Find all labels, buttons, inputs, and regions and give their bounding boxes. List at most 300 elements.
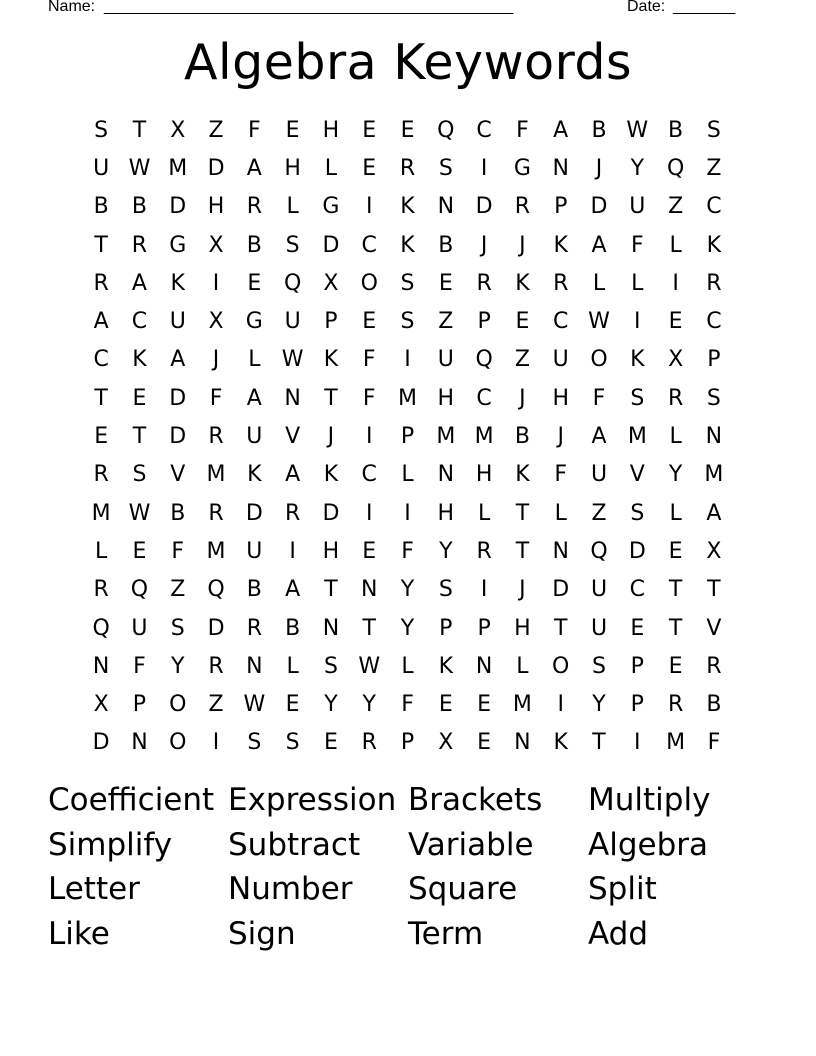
grid-letter[interactable]: T [592,730,606,756]
grid-letter[interactable]: Y [592,692,606,718]
grid-letter[interactable]: W [358,653,381,679]
grid-letter[interactable]: M [704,462,724,488]
grid-letter[interactable]: Y [400,615,415,641]
grid-letter[interactable]: W [128,500,151,526]
grid-letter[interactable]: L [248,347,261,373]
grid-letter[interactable]: L [669,424,682,450]
grid-letter[interactable]: G [169,232,187,258]
grid-letter[interactable]: R [514,194,531,220]
grid-letter[interactable]: N [705,424,723,450]
grid-letter[interactable]: Z [438,309,454,335]
grid-letter[interactable]: Z [514,347,530,373]
grid-letter[interactable]: E [247,270,262,296]
word-list-item: Subtract [228,826,361,863]
grid-letter[interactable]: C [476,385,492,411]
grid-letter[interactable]: K [706,232,722,258]
grid-letter[interactable]: C [131,309,148,335]
grid-letter[interactable]: P [477,309,491,335]
grid-letter[interactable]: R [553,270,569,296]
grid-letter[interactable]: Q [283,270,302,296]
grid-letter[interactable]: J [519,385,526,411]
grid-letter[interactable]: D [245,500,263,526]
grid-letter[interactable]: G [513,155,531,181]
grid-letter[interactable]: P [707,347,721,373]
grid-letter[interactable]: U [590,462,608,488]
grid-letter[interactable]: C [706,309,722,335]
grid-letter[interactable]: F [592,385,606,411]
grid-letter[interactable]: P [400,730,415,756]
grid-letter[interactable]: R [361,730,377,756]
grid-letter[interactable]: C [629,577,645,603]
grid-letter[interactable]: P [439,615,453,641]
grid-letter[interactable]: X [668,347,684,373]
grid-letter[interactable]: N [437,462,455,488]
grid-letter[interactable]: R [208,653,224,679]
name-field-line[interactable]: ______________________________________________ [104,0,514,15]
grid-letter[interactable]: S [170,615,185,641]
grid-letter[interactable]: O [552,653,570,679]
grid-letter[interactable]: R [131,232,148,258]
grid-letter[interactable]: K [323,462,339,488]
grid-letter[interactable]: E [438,692,453,718]
grid-letter[interactable]: E [400,117,415,143]
grid-letter[interactable]: S [438,577,453,603]
grid-letter[interactable]: F [401,538,414,564]
grid-letter[interactable]: T [668,577,683,603]
grid-letter[interactable]: E [362,155,377,181]
grid-letter[interactable]: X [706,538,722,564]
grid-letter[interactable]: S [438,155,453,181]
grid-letter[interactable]: E [515,309,530,335]
grid-letter[interactable]: Q [475,347,493,373]
grid-letter[interactable]: Z [170,577,186,603]
grid-letter[interactable]: E [477,692,492,718]
grid-letter[interactable]: M [627,424,647,450]
grid-letter[interactable]: L [592,270,606,296]
grid-letter[interactable]: Y [439,538,453,564]
grid-letter[interactable]: E [477,730,492,756]
grid-letter[interactable]: B [514,424,530,450]
grid-letter[interactable]: F [707,730,721,756]
grid-letter[interactable]: I [634,309,641,335]
grid-letter[interactable]: P [477,615,491,641]
word-list-item: Sign [228,915,296,952]
grid-letter[interactable]: G [245,309,263,335]
grid-letter[interactable]: W [588,309,610,335]
grid-letter[interactable]: H [437,385,455,411]
grid-letter[interactable]: P [324,309,338,335]
grid-letter[interactable]: K [400,194,415,220]
grid-letter[interactable]: O [360,270,378,296]
grid-letter[interactable]: S [247,730,262,756]
grid-letter[interactable]: F [171,538,185,564]
grid-letter[interactable]: W [128,155,151,181]
grid-letter[interactable]: K [323,347,339,373]
grid-letter[interactable]: Z [668,194,684,220]
grid-letter[interactable]: T [324,385,338,411]
grid-letter[interactable]: E [668,538,683,564]
grid-letter[interactable]: Y [362,692,376,718]
grid-letter[interactable]: E [132,385,147,411]
grid-letter[interactable]: M [666,730,686,756]
grid-letter[interactable]: E [438,270,453,296]
grid-letter[interactable]: H [322,117,340,143]
grid-letter[interactable]: C [553,309,569,335]
grid-letter[interactable]: D [169,424,187,450]
grid-letter[interactable]: K [400,232,415,258]
grid-letter[interactable]: U [169,309,186,335]
grid-letter[interactable]: J [519,232,526,258]
grid-letter[interactable]: U [552,347,569,373]
grid-letter[interactable]: U [590,577,608,603]
grid-letter[interactable]: D [322,500,340,526]
grid-letter[interactable]: H [437,500,455,526]
grid-letter[interactable]: T [553,615,568,641]
grid-letter[interactable]: H [475,462,493,488]
grid-letter[interactable]: U [590,615,608,641]
grid-letter[interactable]: Q [130,577,149,603]
grid-letter[interactable]: I [557,692,564,718]
grid-letter[interactable]: L [477,500,491,526]
grid-letter[interactable]: B [285,615,301,641]
date-field-line[interactable]: _______ [673,0,736,15]
grid-letter[interactable]: D [169,194,187,220]
grid-letter[interactable]: M [512,692,532,718]
grid-letter[interactable]: S [630,385,645,411]
grid-letter[interactable]: A [170,347,186,373]
grid-letter[interactable]: I [365,194,373,220]
grid-letter[interactable]: U [284,309,301,335]
grid-letter[interactable]: R [208,424,224,450]
grid-letter[interactable]: B [131,194,147,220]
grid-letter[interactable]: I [480,155,488,181]
grid-letter[interactable]: C [361,232,377,258]
grid-letter[interactable]: S [285,232,300,258]
grid-letter[interactable]: X [170,117,186,143]
grid-letter[interactable]: K [247,462,262,488]
grid-letter[interactable]: R [399,155,416,181]
grid-letter[interactable]: N [552,538,569,564]
grid-letter[interactable]: Z [208,692,224,718]
grid-letter[interactable]: T [324,577,338,603]
grid-letter[interactable]: R [667,385,684,411]
grid-letter[interactable]: D [628,538,646,564]
grid-letter[interactable]: A [93,309,109,335]
grid-letter[interactable]: U [246,424,263,450]
grid-letter[interactable]: M [168,155,188,181]
grid-letter[interactable]: S [706,117,721,143]
grid-letter[interactable]: S [706,385,721,411]
grid-letter[interactable]: S [592,653,606,679]
grid-letter[interactable]: E [94,424,109,450]
grid-letter[interactable]: B [170,500,186,526]
grid-letter[interactable]: A [246,385,262,411]
grid-letter[interactable]: Y [630,155,645,181]
grid-letter[interactable]: P [400,424,415,450]
grid-letter[interactable]: S [94,117,109,143]
grid-letter[interactable]: B [668,117,684,143]
grid-letter[interactable]: M [398,385,418,411]
grid-letter[interactable]: Q [590,538,608,564]
grid-letter[interactable]: T [668,615,683,641]
grid-letter[interactable]: L [401,462,414,488]
grid-letter[interactable]: K [515,270,530,296]
grid-letter[interactable]: A [706,500,722,526]
grid-letter[interactable]: F [554,462,568,488]
grid-letter[interactable]: J [595,155,603,181]
grid-letter[interactable]: L [286,653,299,679]
grid-letter[interactable]: U [93,155,110,181]
grid-letter[interactable]: N [360,577,378,603]
grid-letter[interactable]: J [519,577,526,603]
grid-letter[interactable]: A [131,270,147,296]
grid-letter[interactable]: L [516,653,529,679]
grid-letter[interactable]: R [93,462,109,488]
grid-letter[interactable]: C [706,194,722,220]
grid-letter[interactable]: V [170,462,186,488]
grid-letter[interactable]: Q [437,117,455,143]
grid-letter[interactable]: I [480,577,488,603]
grid-letter[interactable]: K [553,232,568,258]
grid-letter[interactable]: B [591,117,607,143]
word-list-item: Simplify [48,826,173,863]
grid-letter[interactable]: M [436,424,456,450]
grid-letter[interactable]: O [169,730,187,756]
grid-letter[interactable]: D [169,385,187,411]
grid-letter[interactable]: F [630,232,644,258]
grid-letter[interactable]: P [132,692,147,718]
grid-letter[interactable]: N [475,653,493,679]
word-list-item: Variable [408,826,534,863]
grid-letter[interactable]: C [476,117,492,143]
grid-letter[interactable]: R [476,270,492,296]
grid-letter[interactable]: F [209,385,223,411]
grid-letter[interactable]: X [438,730,454,756]
grid-letter[interactable]: L [401,653,414,679]
grid-letter[interactable]: R [667,692,684,718]
grid-letter[interactable]: N [246,653,263,679]
grid-letter[interactable]: K [515,462,530,488]
grid-letter[interactable]: F [362,385,376,411]
grid-letter[interactable]: Q [92,615,110,641]
grid-letter[interactable]: F [248,117,261,143]
grid-letter[interactable]: Q [207,577,225,603]
grid-letter[interactable]: R [208,500,224,526]
grid-letter[interactable]: L [324,155,338,181]
grid-letter[interactable]: B [93,194,109,220]
grid-letter[interactable]: A [591,232,607,258]
grid-letter[interactable]: A [246,155,262,181]
grid-letter[interactable]: A [553,117,569,143]
grid-letter[interactable]: D [475,194,493,220]
grid-letter[interactable]: F [401,692,414,718]
grid-letter[interactable]: N [284,385,301,411]
grid-letter[interactable]: U [629,194,646,220]
grid-letter[interactable]: W [626,117,649,143]
grid-letter[interactable]: S [323,653,338,679]
grid-letter[interactable]: R [93,270,109,296]
grid-letter[interactable]: Y [400,577,415,603]
grid-letter[interactable]: H [207,194,225,220]
grid-letter[interactable]: I [212,730,220,756]
grid-letter[interactable]: J [557,424,564,450]
grid-letter[interactable]: H [514,615,531,641]
grid-letter[interactable]: N [437,194,455,220]
grid-letter[interactable]: M [91,500,111,526]
grid-letter[interactable]: T [132,117,147,143]
grid-row [82,724,734,762]
grid-letter[interactable]: I [672,270,679,296]
grid-letter[interactable]: A [285,462,301,488]
grid-letter[interactable]: E [668,653,683,679]
grid-letter[interactable]: U [437,347,454,373]
grid-letter[interactable]: K [132,347,147,373]
grid-letter[interactable]: E [132,538,147,564]
grid-letter[interactable]: F [362,347,376,373]
grid-letter[interactable]: I [365,424,373,450]
grid-letter[interactable]: E [668,309,683,335]
grid-letter[interactable]: T [707,577,721,603]
grid-letter[interactable]: B [246,577,262,603]
name-label: Name: [48,0,96,15]
grid-letter[interactable]: I [365,500,373,526]
grid-letter[interactable]: D [207,155,225,181]
grid-letter[interactable]: T [515,500,530,526]
grid-letter[interactable]: T [362,615,376,641]
grid-letter[interactable]: K [553,730,568,756]
grid-letter[interactable]: E [362,309,377,335]
grid-letter[interactable]: P [630,692,644,718]
grid-letter[interactable]: I [212,270,220,296]
grid-letter[interactable]: R [93,577,109,603]
grid-letter[interactable]: J [480,232,488,258]
grid-letter[interactable]: W [243,692,266,718]
grid-letter[interactable]: A [285,577,301,603]
grid-letter[interactable]: P [554,194,568,220]
grid-letter[interactable]: K [630,347,645,373]
grid-row [82,341,734,379]
grid-letter[interactable]: M [206,538,226,564]
grid-letter[interactable]: L [669,500,682,526]
grid-letter[interactable]: T [132,424,147,450]
grid-letter[interactable]: B [438,232,454,258]
grid-letter[interactable]: O [590,347,608,373]
grid-letter[interactable]: V [285,424,301,450]
grid-letter[interactable]: C [361,462,377,488]
grid-letter[interactable]: L [95,538,108,564]
grid-letter[interactable]: N [131,730,148,756]
grid-letter[interactable]: E [285,692,300,718]
grid-letter[interactable]: Z [706,155,722,181]
grid-letter[interactable]: T [94,232,108,258]
grid-letter[interactable]: N [92,653,110,679]
grid-letter[interactable]: E [285,117,300,143]
grid-letter[interactable]: S [132,462,147,488]
grid-letter[interactable]: I [404,347,411,373]
grid-letter[interactable]: R [706,270,722,296]
grid-letter[interactable]: Q [666,155,685,181]
grid-letter[interactable]: K [438,653,454,679]
grid-letter[interactable]: D [322,232,340,258]
grid-letter[interactable]: Y [171,653,185,679]
grid-letter[interactable]: F [133,653,146,679]
grid-letter[interactable]: T [515,538,530,564]
grid-letter[interactable]: K [170,270,185,296]
grid-letter[interactable]: D [207,615,225,641]
grid-letter[interactable]: G [322,194,340,220]
grid-letter[interactable]: M [474,424,494,450]
grid-letter[interactable]: N [322,615,340,641]
grid-letter[interactable]: S [400,309,415,335]
grid-row [82,379,734,417]
grid-letter[interactable]: B [706,692,722,718]
grid-letter[interactable]: Y [668,462,683,488]
grid-letter[interactable]: I [289,538,296,564]
grid-letter[interactable]: H [284,155,301,181]
grid-letter[interactable]: J [327,424,335,450]
grid-letter[interactable]: E [362,117,377,143]
grid-letter[interactable]: V [629,462,645,488]
grid-letter[interactable]: H [552,385,569,411]
grid-letter[interactable]: V [706,615,722,641]
grid-letter[interactable]: S [630,500,645,526]
grid-letter[interactable]: L [669,232,682,258]
grid-letter[interactable]: Z [208,117,224,143]
grid-letter[interactable]: R [706,653,722,679]
grid-letter[interactable]: R [246,615,262,641]
grid-letter[interactable]: U [131,615,148,641]
grid-letter[interactable]: L [631,270,644,296]
grid-letter[interactable]: B [246,232,262,258]
grid-letter[interactable]: W [281,347,304,373]
word-list-item: Brackets [408,782,543,818]
grid-letter[interactable]: A [591,424,607,450]
grid-letter[interactable]: R [284,500,301,526]
grid-letter[interactable]: E [323,730,338,756]
grid-letter[interactable]: I [634,730,641,756]
grid-letter[interactable]: S [400,270,415,296]
grid-letter[interactable]: L [286,194,299,220]
grid-letter[interactable]: N [514,730,531,756]
grid-letter[interactable]: X [93,692,109,718]
grid-letter[interactable]: N [552,155,569,181]
grid-letter[interactable]: X [323,270,339,296]
grid-letter[interactable]: R [246,194,262,220]
grid-letter[interactable]: J [212,347,220,373]
grid-letter[interactable]: F [516,117,529,143]
grid-letter[interactable]: D [552,577,570,603]
grid-letter[interactable]: E [630,615,645,641]
grid-letter[interactable]: R [476,538,492,564]
grid-letter[interactable]: O [169,692,187,718]
grid-letter[interactable]: X [208,232,224,258]
grid-letter[interactable]: T [94,385,108,411]
grid-letter[interactable]: P [630,653,644,679]
grid-letter[interactable]: U [246,538,263,564]
grid-letter[interactable]: E [362,538,377,564]
grid-letter[interactable]: Z [591,500,607,526]
grid-letter[interactable]: C [93,347,109,373]
grid-letter[interactable]: D [92,730,110,756]
grid-letter[interactable]: D [590,194,608,220]
grid-letter[interactable]: H [322,538,340,564]
grid-letter[interactable]: L [554,500,567,526]
grid-letter[interactable]: Y [324,692,338,718]
grid-letter[interactable]: X [208,309,224,335]
grid-letter[interactable]: M [206,462,226,488]
grid-letter[interactable]: S [285,730,300,756]
grid-letter[interactable]: I [404,500,411,526]
